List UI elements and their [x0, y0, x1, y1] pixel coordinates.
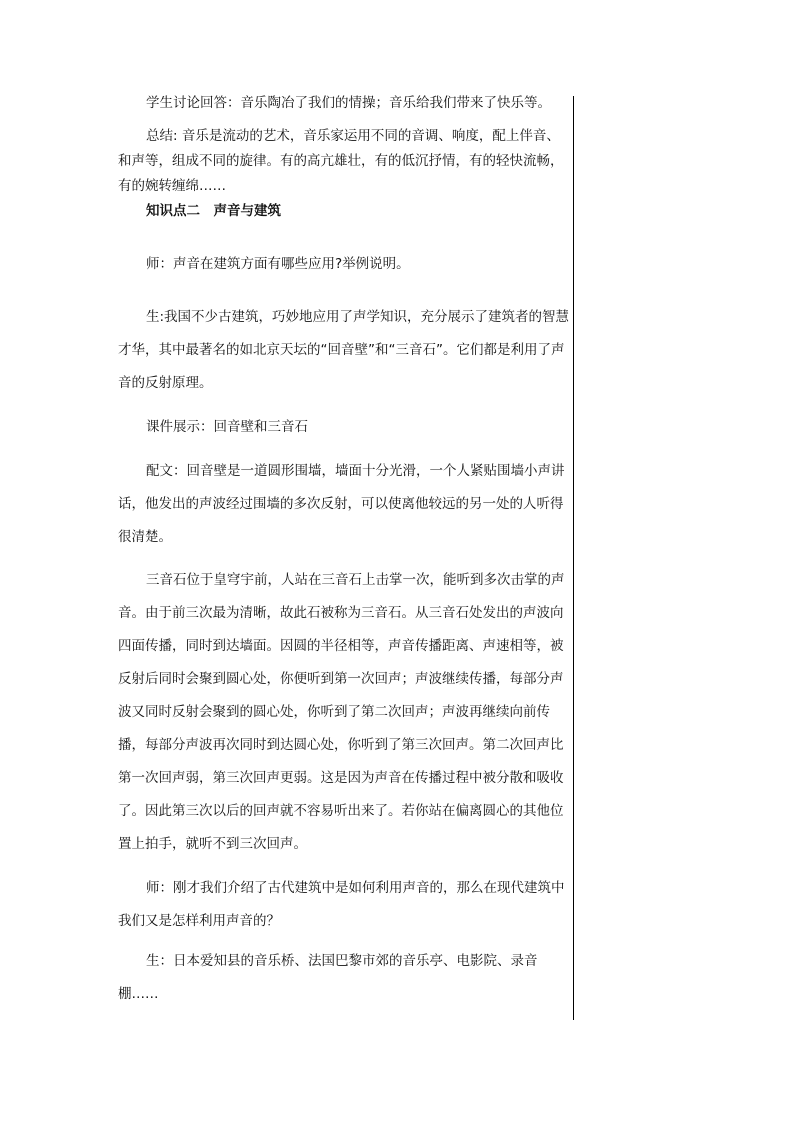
paragraph-teacher-question: 师：声音在建筑方面有哪些应用?举例说明。: [146, 256, 410, 272]
section-heading: 知识点二 声音与建筑: [146, 203, 281, 219]
margin-rule: [573, 96, 574, 1020]
paragraph-teacher-modern: 师：刚才我们介绍了古代建筑中是如何利用声音的，那么在现代建筑中我们又是怎样利用声音的？: [118, 880, 565, 929]
paragraph-courseware: 课件展示：回音壁和三音石: [146, 419, 308, 435]
paragraph-student-answer: 学生讨论回答：音乐陶冶了我们的情操；音乐给我们带来了快乐等。: [146, 95, 551, 111]
paragraph-echo-wall: 配文：回音壁是一道圆形围墙，墙面十分光滑，一个人紧贴围墙小声讲话，他发出的声波经过围墙的多次反射，可以使离他较远的另一处的人听得很清楚。: [118, 463, 565, 545]
paragraph-three-sound-stone: 三音石位于皇穹宇前，人站在三音石上击掌一次，能听到多次击掌的声音。由于前三次最为清晰，故此石被称为三音石。从三音石处发出的声波向四面传播，同时到达墙面。因圆的半径相等，声音传播距离、声速相等，被反射后同时会聚到圆心处，你便听到第一次回声；声波继续传播，每部分声波又同时反射会聚到的圆心处，你听到了第二次回声；声波再继续向前传播，每部分声波再次同时到达圆心处，你听到了第三次回声。第二次回声比第一次回声弱，第三次回声更弱。这是因为声音在传播过程中被分散和吸收了。因此第三次以后的回声就不容易听出来了。若你站在偏离圆心的其他位置上拍手，就听不到三次回声。: [118, 572, 565, 852]
paragraph-student-modern: 生：日本爱知县的音乐桥、法国巴黎市郊的音乐亭、电影院、录音棚……: [118, 953, 538, 1002]
paragraph-summary: 总结: 音乐是流动的艺术，音乐家运用不同的音调、响度，配上伴音、和声等，组成不同的旋律。有的高亢雄壮，有的低沉抒情，有的轻快流畅，有的婉转缠绵……: [118, 128, 564, 194]
paragraph-student-ancient: 生:我国不少古建筑，巧妙地应用了声学知识，充分展示了建筑者的智慧才华，其中最著名的如北京天坛的“回音壁”和“三音石”。它们都是利用了声音的反射原理。: [118, 309, 570, 391]
